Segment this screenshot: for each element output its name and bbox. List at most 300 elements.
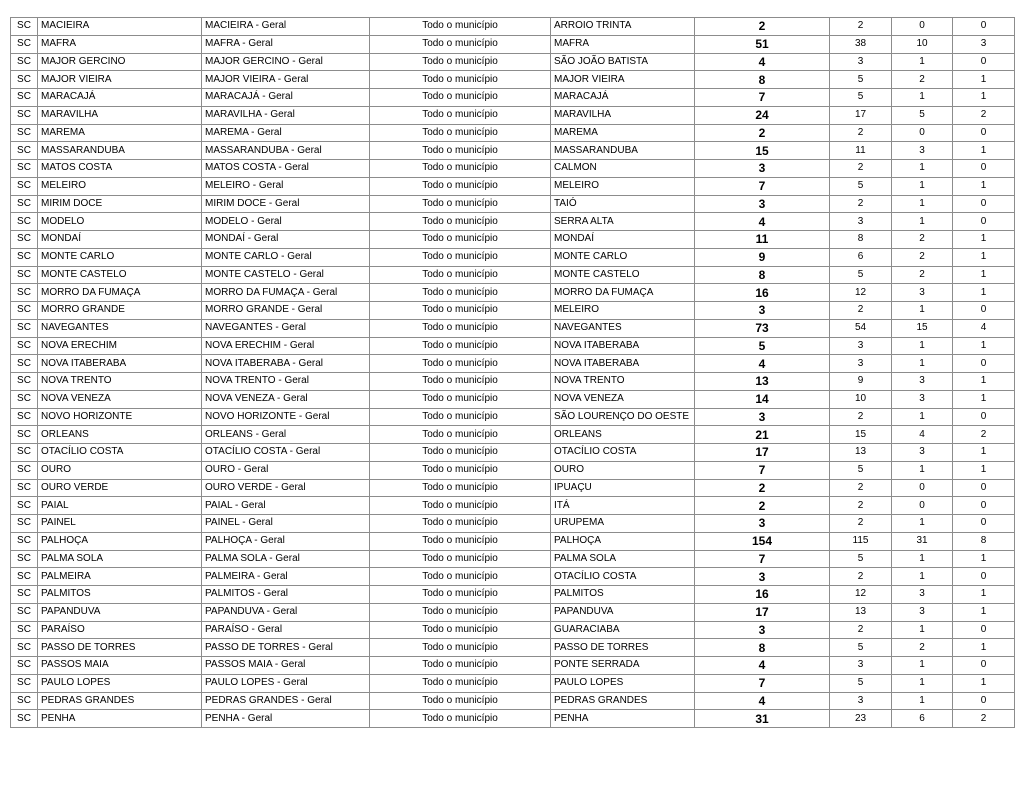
seat-cell: OURO xyxy=(551,461,695,479)
unit-cell: PASSOS MAIA - Geral xyxy=(202,657,370,675)
value-cell-a: 2 xyxy=(830,160,892,178)
value-cell-c: 0 xyxy=(953,568,1015,586)
unit-cell: NOVA VENEZA - Geral xyxy=(202,390,370,408)
state-cell: SC xyxy=(11,284,38,302)
municipality-cell: PEDRAS GRANDES xyxy=(38,692,202,710)
seat-cell: GUARACIABA xyxy=(551,621,695,639)
value-cell-a: 2 xyxy=(830,408,892,426)
municipality-cell: PARAÍSO xyxy=(38,621,202,639)
scope-cell: Todo o município xyxy=(370,426,551,444)
total-cell: 3 xyxy=(695,515,830,533)
value-cell-c: 0 xyxy=(953,355,1015,373)
table-row xyxy=(11,674,1015,692)
municipality-cell: PALMA SOLA xyxy=(38,550,202,568)
table-row xyxy=(11,284,1015,302)
state-cell: SC xyxy=(11,390,38,408)
municipality-cell: PENHA xyxy=(38,710,202,728)
scope-cell: Todo o município xyxy=(370,710,551,728)
value-cell-a: 12 xyxy=(830,586,892,604)
unit-cell: MARACAJÁ - Geral xyxy=(202,89,370,107)
value-cell-c: 0 xyxy=(953,124,1015,142)
unit-cell: NOVA ITABERABA - Geral xyxy=(202,355,370,373)
scope-cell: Todo o município xyxy=(370,603,551,621)
state-cell: SC xyxy=(11,195,38,213)
unit-cell: MORRO GRANDE - Geral xyxy=(202,302,370,320)
total-cell: 8 xyxy=(695,71,830,89)
value-cell-c: 0 xyxy=(953,479,1015,497)
total-cell: 17 xyxy=(695,603,830,621)
municipality-cell: MORRO GRANDE xyxy=(38,302,202,320)
municipality-cell: MARAVILHA xyxy=(38,106,202,124)
total-cell: 11 xyxy=(695,231,830,249)
table-row xyxy=(11,461,1015,479)
value-cell-a: 3 xyxy=(830,213,892,231)
state-cell: SC xyxy=(11,142,38,160)
state-cell: SC xyxy=(11,639,38,657)
unit-cell: PALMITOS - Geral xyxy=(202,586,370,604)
unit-cell: NOVA ERECHIM - Geral xyxy=(202,337,370,355)
total-cell: 21 xyxy=(695,426,830,444)
seat-cell: SÃO JOÃO BATISTA xyxy=(551,53,695,71)
municipality-cell: NOVA ITABERABA xyxy=(38,355,202,373)
value-cell-b: 0 xyxy=(892,479,953,497)
value-cell-a: 5 xyxy=(830,550,892,568)
table-row xyxy=(11,106,1015,124)
unit-cell: PAINEL - Geral xyxy=(202,515,370,533)
scope-cell: Todo o município xyxy=(370,302,551,320)
value-cell-b: 1 xyxy=(892,568,953,586)
table-row xyxy=(11,550,1015,568)
value-cell-a: 2 xyxy=(830,497,892,515)
value-cell-a: 17 xyxy=(830,106,892,124)
seat-cell: SÃO LOURENÇO DO OESTE xyxy=(551,408,695,426)
municipality-cell: MIRIM DOCE xyxy=(38,195,202,213)
total-cell: 7 xyxy=(695,461,830,479)
unit-cell: MAJOR VIEIRA - Geral xyxy=(202,71,370,89)
value-cell-b: 1 xyxy=(892,692,953,710)
value-cell-b: 1 xyxy=(892,621,953,639)
value-cell-b: 3 xyxy=(892,444,953,462)
scope-cell: Todo o município xyxy=(370,657,551,675)
table-row xyxy=(11,515,1015,533)
seat-cell: OTACÍLIO COSTA xyxy=(551,444,695,462)
table-row xyxy=(11,532,1015,550)
value-cell-a: 12 xyxy=(830,284,892,302)
value-cell-b: 2 xyxy=(892,248,953,266)
seat-cell: URUPEMA xyxy=(551,515,695,533)
seat-cell: PALMA SOLA xyxy=(551,550,695,568)
total-cell: 7 xyxy=(695,177,830,195)
value-cell-b: 6 xyxy=(892,710,953,728)
scope-cell: Todo o município xyxy=(370,621,551,639)
value-cell-b: 3 xyxy=(892,603,953,621)
value-cell-c: 0 xyxy=(953,515,1015,533)
municipality-cell: MELEIRO xyxy=(38,177,202,195)
value-cell-a: 2 xyxy=(830,18,892,36)
value-cell-b: 3 xyxy=(892,586,953,604)
value-cell-c: 0 xyxy=(953,53,1015,71)
value-cell-a: 2 xyxy=(830,124,892,142)
table-row xyxy=(11,586,1015,604)
value-cell-b: 10 xyxy=(892,35,953,53)
value-cell-b: 15 xyxy=(892,319,953,337)
seat-cell: CALMON xyxy=(551,160,695,178)
seat-cell: MAJOR VIEIRA xyxy=(551,71,695,89)
value-cell-c: 1 xyxy=(953,142,1015,160)
value-cell-b: 0 xyxy=(892,18,953,36)
total-cell: 16 xyxy=(695,284,830,302)
value-cell-a: 5 xyxy=(830,461,892,479)
table-row xyxy=(11,71,1015,89)
scope-cell: Todo o município xyxy=(370,18,551,36)
value-cell-a: 3 xyxy=(830,355,892,373)
value-cell-a: 115 xyxy=(830,532,892,550)
value-cell-b: 31 xyxy=(892,532,953,550)
total-cell: 7 xyxy=(695,550,830,568)
value-cell-a: 23 xyxy=(830,710,892,728)
scope-cell: Todo o município xyxy=(370,550,551,568)
value-cell-c: 0 xyxy=(953,18,1015,36)
table-row xyxy=(11,142,1015,160)
municipality-cell: PAULO LOPES xyxy=(38,674,202,692)
state-cell: SC xyxy=(11,302,38,320)
municipality-cell: NOVA TRENTO xyxy=(38,373,202,391)
municipality-cell: PAINEL xyxy=(38,515,202,533)
table-row xyxy=(11,657,1015,675)
scope-cell: Todo o município xyxy=(370,71,551,89)
scope-cell: Todo o município xyxy=(370,568,551,586)
table-row xyxy=(11,248,1015,266)
value-cell-b: 2 xyxy=(892,71,953,89)
value-cell-a: 2 xyxy=(830,515,892,533)
state-cell: SC xyxy=(11,674,38,692)
total-cell: 2 xyxy=(695,497,830,515)
seat-cell: PALMITOS xyxy=(551,586,695,604)
value-cell-c: 1 xyxy=(953,444,1015,462)
value-cell-b: 5 xyxy=(892,106,953,124)
municipality-cell: NOVO HORIZONTE xyxy=(38,408,202,426)
unit-cell: NOVO HORIZONTE - Geral xyxy=(202,408,370,426)
value-cell-c: 4 xyxy=(953,319,1015,337)
value-cell-c: 2 xyxy=(953,426,1015,444)
table-row xyxy=(11,337,1015,355)
seat-cell: TAIÓ xyxy=(551,195,695,213)
scope-cell: Todo o município xyxy=(370,266,551,284)
unit-cell: MORRO DA FUMAÇA - Geral xyxy=(202,284,370,302)
state-cell: SC xyxy=(11,461,38,479)
total-cell: 8 xyxy=(695,266,830,284)
value-cell-c: 0 xyxy=(953,408,1015,426)
seat-cell: NOVA TRENTO xyxy=(551,373,695,391)
municipality-cell: MACIEIRA xyxy=(38,18,202,36)
value-cell-b: 3 xyxy=(892,390,953,408)
seat-cell: SERRA ALTA xyxy=(551,213,695,231)
value-cell-a: 9 xyxy=(830,373,892,391)
table-row xyxy=(11,124,1015,142)
total-cell: 3 xyxy=(695,408,830,426)
unit-cell: PARAÍSO - Geral xyxy=(202,621,370,639)
total-cell: 2 xyxy=(695,18,830,36)
seat-cell: MONTE CARLO xyxy=(551,248,695,266)
value-cell-c: 1 xyxy=(953,248,1015,266)
value-cell-a: 5 xyxy=(830,177,892,195)
table-row xyxy=(11,692,1015,710)
total-cell: 154 xyxy=(695,532,830,550)
state-cell: SC xyxy=(11,692,38,710)
value-cell-c: 0 xyxy=(953,213,1015,231)
value-cell-a: 6 xyxy=(830,248,892,266)
unit-cell: MACIEIRA - Geral xyxy=(202,18,370,36)
state-cell: SC xyxy=(11,479,38,497)
state-cell: SC xyxy=(11,621,38,639)
unit-cell: OURO - Geral xyxy=(202,461,370,479)
table-row xyxy=(11,479,1015,497)
total-cell: 7 xyxy=(695,674,830,692)
municipality-cell: NOVA ERECHIM xyxy=(38,337,202,355)
value-cell-a: 2 xyxy=(830,621,892,639)
municipality-cell: MASSARANDUBA xyxy=(38,142,202,160)
scope-cell: Todo o município xyxy=(370,231,551,249)
municipality-cell: MONTE CASTELO xyxy=(38,266,202,284)
municipality-cell: MAFRA xyxy=(38,35,202,53)
total-cell: 4 xyxy=(695,692,830,710)
table-row xyxy=(11,426,1015,444)
state-cell: SC xyxy=(11,586,38,604)
value-cell-c: 0 xyxy=(953,497,1015,515)
value-cell-c: 1 xyxy=(953,674,1015,692)
municipality-cell: PALMITOS xyxy=(38,586,202,604)
scope-cell: Todo o município xyxy=(370,53,551,71)
state-cell: SC xyxy=(11,71,38,89)
value-cell-a: 3 xyxy=(830,692,892,710)
unit-cell: MAJOR GERCINO - Geral xyxy=(202,53,370,71)
scope-cell: Todo o município xyxy=(370,106,551,124)
value-cell-c: 1 xyxy=(953,586,1015,604)
municipality-cell: MORRO DA FUMAÇA xyxy=(38,284,202,302)
value-cell-c: 0 xyxy=(953,621,1015,639)
total-cell: 4 xyxy=(695,53,830,71)
value-cell-a: 38 xyxy=(830,35,892,53)
scope-cell: Todo o município xyxy=(370,639,551,657)
municipality-cell: PAPANDUVA xyxy=(38,603,202,621)
seat-cell: PEDRAS GRANDES xyxy=(551,692,695,710)
state-cell: SC xyxy=(11,213,38,231)
value-cell-b: 1 xyxy=(892,213,953,231)
value-cell-a: 5 xyxy=(830,89,892,107)
table-row xyxy=(11,302,1015,320)
state-cell: SC xyxy=(11,18,38,36)
total-cell: 14 xyxy=(695,390,830,408)
value-cell-a: 5 xyxy=(830,639,892,657)
scope-cell: Todo o município xyxy=(370,142,551,160)
value-cell-c: 1 xyxy=(953,603,1015,621)
value-cell-b: 1 xyxy=(892,160,953,178)
state-cell: SC xyxy=(11,426,38,444)
state-cell: SC xyxy=(11,710,38,728)
state-cell: SC xyxy=(11,177,38,195)
value-cell-c: 8 xyxy=(953,532,1015,550)
value-cell-c: 0 xyxy=(953,160,1015,178)
municipality-cell: MATOS COSTA xyxy=(38,160,202,178)
municipality-cell: NAVEGANTES xyxy=(38,319,202,337)
value-cell-c: 0 xyxy=(953,302,1015,320)
value-cell-b: 1 xyxy=(892,408,953,426)
seat-cell: MASSARANDUBA xyxy=(551,142,695,160)
municipality-cell: PALMEIRA xyxy=(38,568,202,586)
value-cell-c: 1 xyxy=(953,550,1015,568)
seat-cell: MAFRA xyxy=(551,35,695,53)
value-cell-b: 1 xyxy=(892,89,953,107)
municipality-cell: MONDAÍ xyxy=(38,231,202,249)
value-cell-c: 1 xyxy=(953,266,1015,284)
table-row xyxy=(11,408,1015,426)
value-cell-b: 0 xyxy=(892,497,953,515)
unit-cell: MELEIRO - Geral xyxy=(202,177,370,195)
total-cell: 4 xyxy=(695,213,830,231)
scope-cell: Todo o município xyxy=(370,692,551,710)
scope-cell: Todo o município xyxy=(370,248,551,266)
total-cell: 51 xyxy=(695,35,830,53)
municipality-cell: MODELO xyxy=(38,213,202,231)
state-cell: SC xyxy=(11,568,38,586)
unit-cell: OURO VERDE - Geral xyxy=(202,479,370,497)
value-cell-a: 13 xyxy=(830,444,892,462)
municipality-cell: MARACAJÁ xyxy=(38,89,202,107)
value-cell-c: 1 xyxy=(953,71,1015,89)
state-cell: SC xyxy=(11,408,38,426)
total-cell: 73 xyxy=(695,319,830,337)
unit-cell: MARAVILHA - Geral xyxy=(202,106,370,124)
total-cell: 15 xyxy=(695,142,830,160)
scope-cell: Todo o município xyxy=(370,177,551,195)
state-cell: SC xyxy=(11,337,38,355)
scope-cell: Todo o município xyxy=(370,284,551,302)
scope-cell: Todo o município xyxy=(370,408,551,426)
scope-cell: Todo o município xyxy=(370,355,551,373)
state-cell: SC xyxy=(11,532,38,550)
state-cell: SC xyxy=(11,266,38,284)
state-cell: SC xyxy=(11,248,38,266)
scope-cell: Todo o município xyxy=(370,586,551,604)
value-cell-a: 2 xyxy=(830,479,892,497)
value-cell-b: 1 xyxy=(892,302,953,320)
scope-cell: Todo o município xyxy=(370,497,551,515)
unit-cell: PEDRAS GRANDES - Geral xyxy=(202,692,370,710)
value-cell-b: 1 xyxy=(892,461,953,479)
value-cell-b: 3 xyxy=(892,373,953,391)
value-cell-a: 5 xyxy=(830,674,892,692)
scope-cell: Todo o município xyxy=(370,461,551,479)
state-cell: SC xyxy=(11,497,38,515)
municipality-cell: OURO xyxy=(38,461,202,479)
value-cell-c: 0 xyxy=(953,657,1015,675)
scope-cell: Todo o município xyxy=(370,390,551,408)
unit-cell: MIRIM DOCE - Geral xyxy=(202,195,370,213)
seat-cell: PAPANDUVA xyxy=(551,603,695,621)
value-cell-a: 54 xyxy=(830,319,892,337)
scope-cell: Todo o município xyxy=(370,479,551,497)
value-cell-c: 2 xyxy=(953,106,1015,124)
scope-cell: Todo o município xyxy=(370,337,551,355)
municipality-cell: MAJOR GERCINO xyxy=(38,53,202,71)
seat-cell: ORLEANS xyxy=(551,426,695,444)
seat-cell: NOVA ITABERABA xyxy=(551,337,695,355)
value-cell-c: 1 xyxy=(953,461,1015,479)
total-cell: 16 xyxy=(695,586,830,604)
unit-cell: PASSO DE TORRES - Geral xyxy=(202,639,370,657)
state-cell: SC xyxy=(11,373,38,391)
municipality-cell: PASSO DE TORRES xyxy=(38,639,202,657)
municipality-cell: MAREMA xyxy=(38,124,202,142)
municipality-cell: OURO VERDE xyxy=(38,479,202,497)
value-cell-b: 0 xyxy=(892,124,953,142)
total-cell: 3 xyxy=(695,568,830,586)
value-cell-a: 11 xyxy=(830,142,892,160)
total-cell: 3 xyxy=(695,621,830,639)
total-cell: 7 xyxy=(695,89,830,107)
scope-cell: Todo o município xyxy=(370,674,551,692)
state-cell: SC xyxy=(11,231,38,249)
state-cell: SC xyxy=(11,657,38,675)
unit-cell: MODELO - Geral xyxy=(202,213,370,231)
total-cell: 2 xyxy=(695,124,830,142)
value-cell-c: 3 xyxy=(953,35,1015,53)
seat-cell: PALHOÇA xyxy=(551,532,695,550)
scope-cell: Todo o município xyxy=(370,213,551,231)
seat-cell: MAREMA xyxy=(551,124,695,142)
unit-cell: NOVA TRENTO - Geral xyxy=(202,373,370,391)
municipality-cell: OTACÍLIO COSTA xyxy=(38,444,202,462)
scope-cell: Todo o município xyxy=(370,515,551,533)
unit-cell: ORLEANS - Geral xyxy=(202,426,370,444)
unit-cell: MONTE CASTELO - Geral xyxy=(202,266,370,284)
value-cell-b: 1 xyxy=(892,657,953,675)
municipality-cell: PAIAL xyxy=(38,497,202,515)
seat-cell: IPUAÇU xyxy=(551,479,695,497)
total-cell: 4 xyxy=(695,657,830,675)
unit-cell: NAVEGANTES - Geral xyxy=(202,319,370,337)
value-cell-a: 2 xyxy=(830,195,892,213)
value-cell-c: 1 xyxy=(953,373,1015,391)
seat-cell: NOVA VENEZA xyxy=(551,390,695,408)
state-cell: SC xyxy=(11,355,38,373)
state-cell: SC xyxy=(11,160,38,178)
scope-cell: Todo o município xyxy=(370,373,551,391)
seat-cell: MONTE CASTELO xyxy=(551,266,695,284)
state-cell: SC xyxy=(11,515,38,533)
table-row xyxy=(11,444,1015,462)
value-cell-c: 2 xyxy=(953,710,1015,728)
municipality-cell: MONTE CARLO xyxy=(38,248,202,266)
seat-cell: PASSO DE TORRES xyxy=(551,639,695,657)
value-cell-b: 1 xyxy=(892,177,953,195)
value-cell-a: 8 xyxy=(830,231,892,249)
state-cell: SC xyxy=(11,319,38,337)
total-cell: 17 xyxy=(695,444,830,462)
scope-cell: Todo o município xyxy=(370,35,551,53)
value-cell-a: 3 xyxy=(830,337,892,355)
total-cell: 31 xyxy=(695,710,830,728)
total-cell: 5 xyxy=(695,337,830,355)
unit-cell: MONDAÍ - Geral xyxy=(202,231,370,249)
value-cell-b: 2 xyxy=(892,231,953,249)
seat-cell: ARROIO TRINTA xyxy=(551,18,695,36)
table-row xyxy=(11,195,1015,213)
value-cell-c: 0 xyxy=(953,692,1015,710)
table-row xyxy=(11,231,1015,249)
total-cell: 24 xyxy=(695,106,830,124)
seat-cell: PONTE SERRADA xyxy=(551,657,695,675)
